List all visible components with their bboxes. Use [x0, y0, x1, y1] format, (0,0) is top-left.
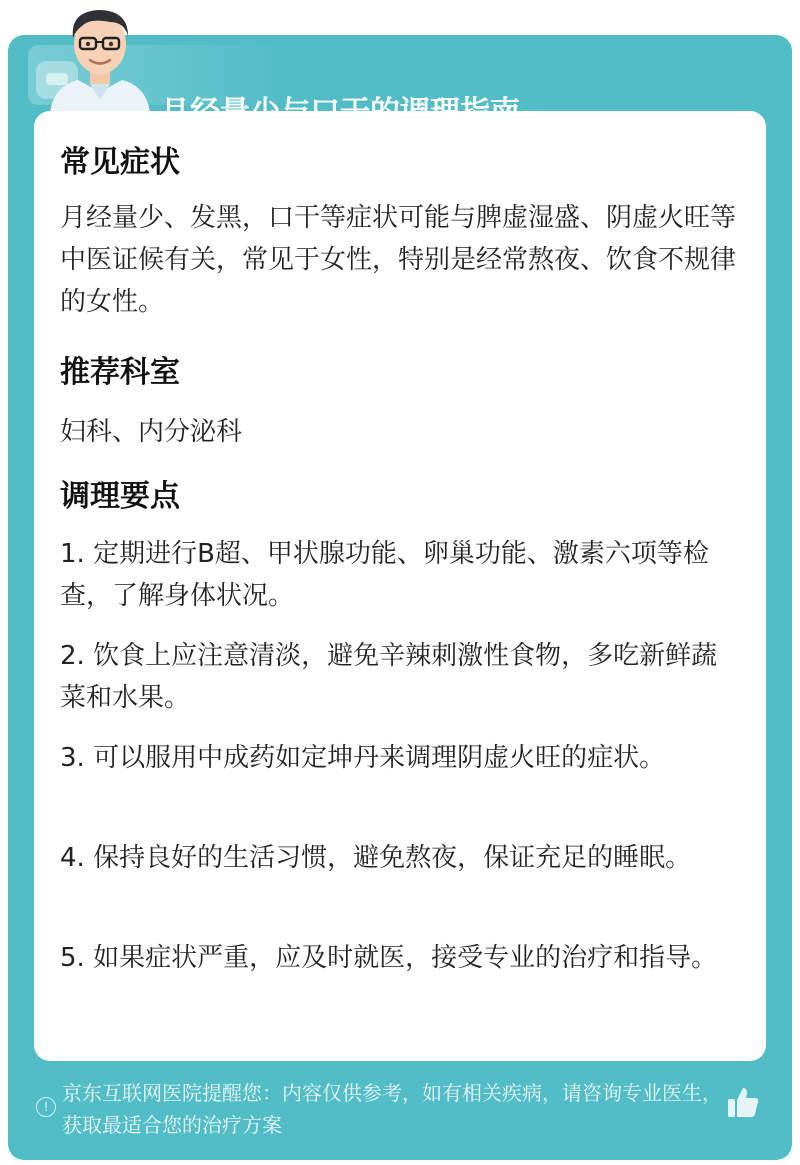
thumbs-up-icon[interactable] [725, 1084, 761, 1120]
doctor-avatar-icon [40, 0, 160, 112]
tip-item: 1. 定期进行B超、甲状腺功能、卵巢功能、激素六项等检查，了解身体状况。 [60, 539, 709, 611]
tip-item: 2. 饮食上应注意清淡，避免辛辣刺激性食物，多吃新鲜蔬菜和水果。 [60, 641, 718, 713]
section-title-tips: 调理要点 [60, 479, 180, 514]
section-title-symptoms: 常见症状 [60, 145, 180, 180]
tip-item: 4. 保持良好的生活习惯，避免熬夜，保证充足的睡眠。 [60, 843, 692, 873]
section-body-symptoms: 月经量少、发黑，口干等症状可能与脾虚湿盛、阴虚火旺等中医证候有关，常见于女性，特别是经常熬夜、饮食不规律的女性。 [60, 203, 737, 317]
tip-item: 5. 如果症状严重，应及时就医，接受专业的治疗和指导。 [60, 943, 718, 973]
section-title-department: 推荐科室 [60, 355, 180, 390]
tip-item: 3. 可以服用中成药如定坤丹来调理阴虚火旺的症状。 [60, 743, 666, 773]
section-body-department: 妇科、内分泌科 [60, 417, 243, 447]
footer-notice: 京东互联网医院提醒您：内容仅供参考，如有相关疾病，请咨询专业医生，获取最适合您的治疗方案 [62, 1081, 722, 1137]
content-card [34, 111, 766, 1061]
info-icon: ! [36, 1097, 56, 1117]
